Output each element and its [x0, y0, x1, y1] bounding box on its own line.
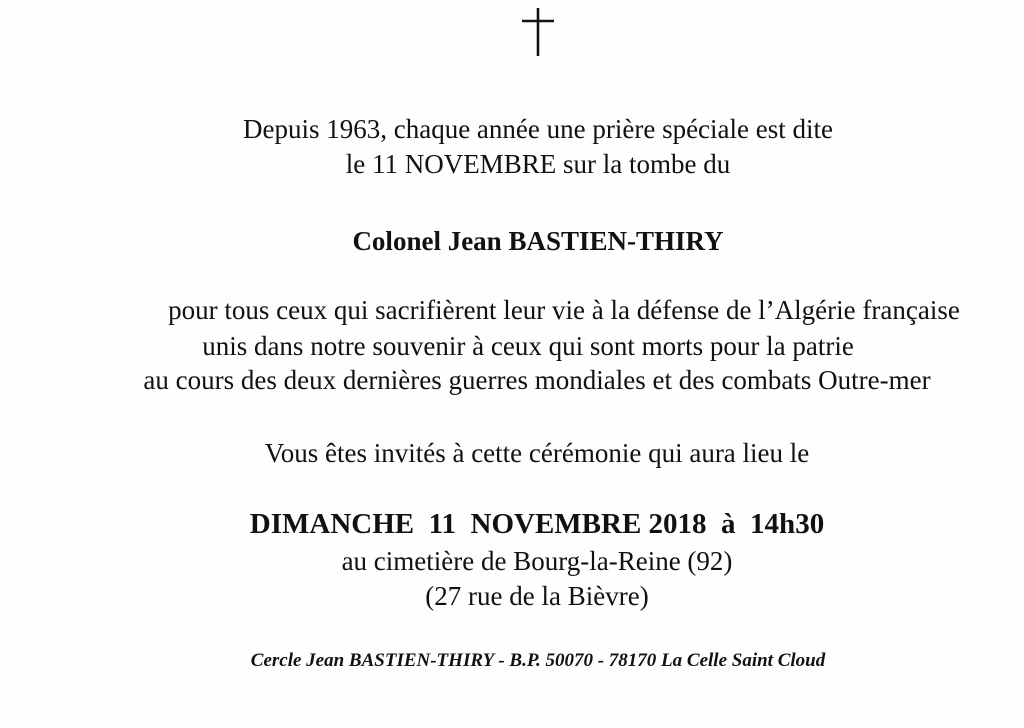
event-date: DIMANCHE 11 NOVEMBRE 2018 à 14h30 — [249, 508, 825, 540]
event-address: (27 rue de la Bièvre) — [425, 581, 649, 611]
invitation-text: Vous êtes invités à cette cérémonie qui aura lieu le — [264, 438, 810, 468]
dedication-line-3: au cours des deux dernières guerres mondiales et des combats Outre-mer — [143, 365, 931, 395]
dedication-line-2: unis dans notre souvenir à ceux qui sont morts pour la patrie — [202, 331, 854, 361]
intro-line-1: Depuis 1963, chaque année une prière spéciale est dite — [242, 114, 833, 144]
latin-cross-icon — [518, 6, 558, 58]
footer-address: Cercle Jean BASTIEN-THIRY - B.P. 50070 - 78170 La Celle Saint Cloud — [250, 650, 826, 671]
honoree-name: Colonel Jean BASTIEN-THIRY — [352, 226, 724, 256]
intro-line-2: le 11 NOVEMBRE sur la tombe du — [345, 149, 731, 179]
event-place: au cimetière de Bourg-la-Reine (92) — [341, 546, 733, 576]
dedication-line-1: pour tous ceux qui sacrifièrent leur vie à la défense de l’Algérie française — [168, 295, 960, 325]
